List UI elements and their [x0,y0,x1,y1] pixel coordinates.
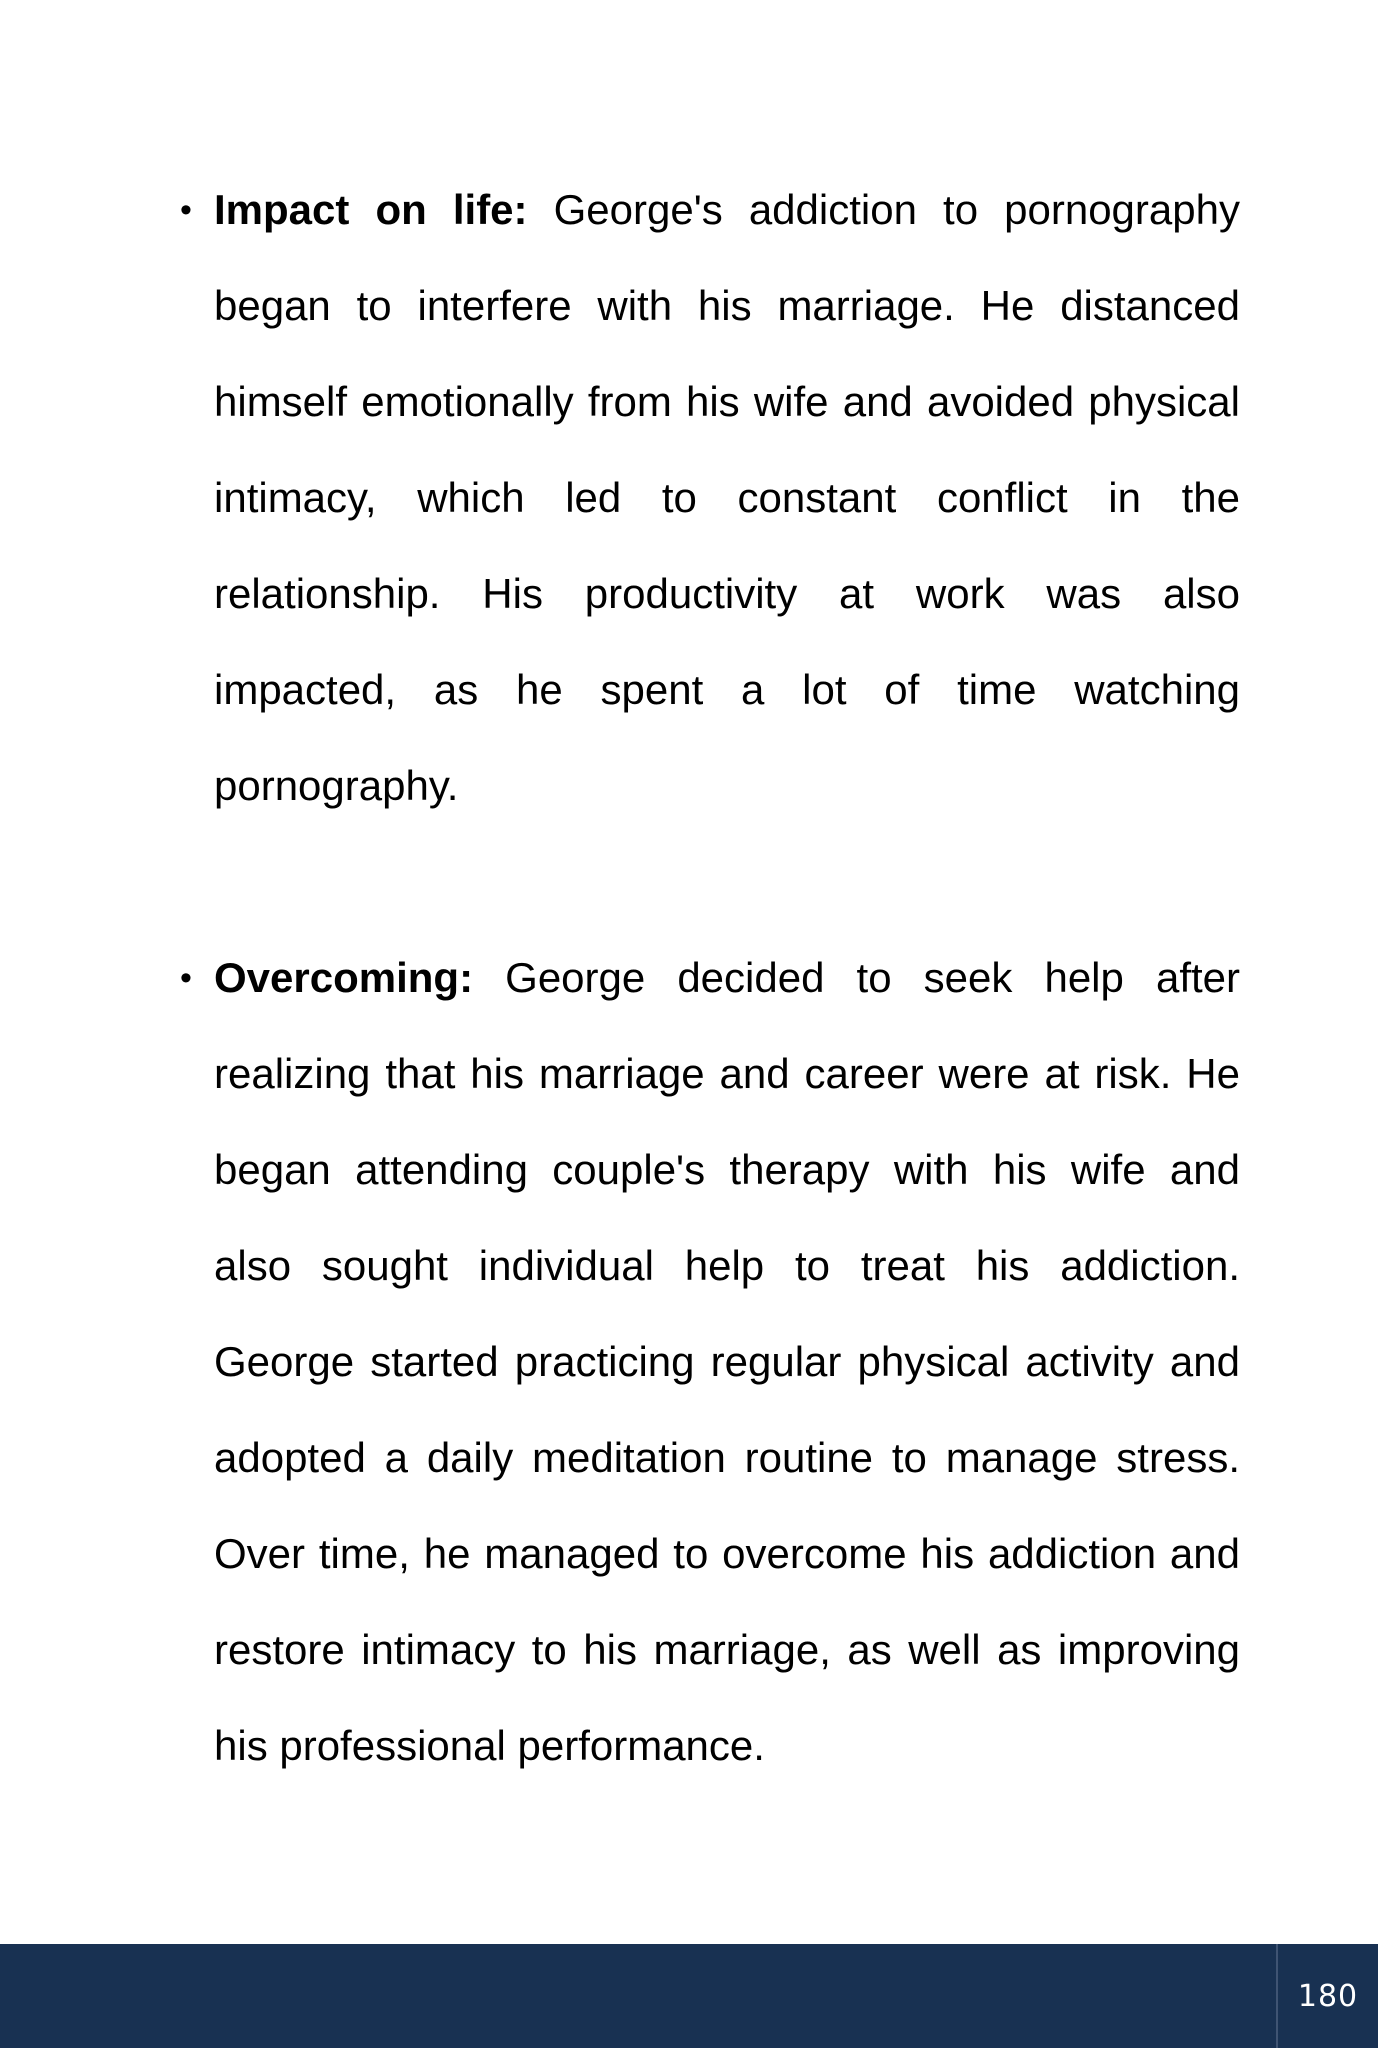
bullet-dot-icon: • [180,191,192,229]
bullet-label: Overcoming: [214,954,474,1001]
bullet-item-impact-on-life [180,162,1240,834]
page-content [180,162,1240,1794]
page-footer [0,1944,1378,2048]
bullet-dot-icon: • [180,959,192,997]
bullet-item-overcoming [180,930,1240,1794]
bullet-text: George decided to seek help after realizing that his marriage and career were at risk. He began attending couple's therapy with his wife and also sought individual help to treat his addiction. George started practicing regular physical activity and adopted a daily meditation routine to manage stress. Over time, he managed to overcome his addiction and restore intimacy to his marriage, as well as improving his professional performance. [214,954,1240,1769]
bullet-text: George's addiction to pornography began to interfere with his marriage. He distanced himself emotionally from his wife and avoided physical intimacy, which led to constant conflict in the relationship. His productivity at work was also impacted, as he spent a lot of time watching pornography. [214,186,1240,809]
page-number [1276,1944,1378,2048]
page-number-label: 180 [1297,1978,1359,2014]
bullet-label: Impact on life: [214,186,528,233]
